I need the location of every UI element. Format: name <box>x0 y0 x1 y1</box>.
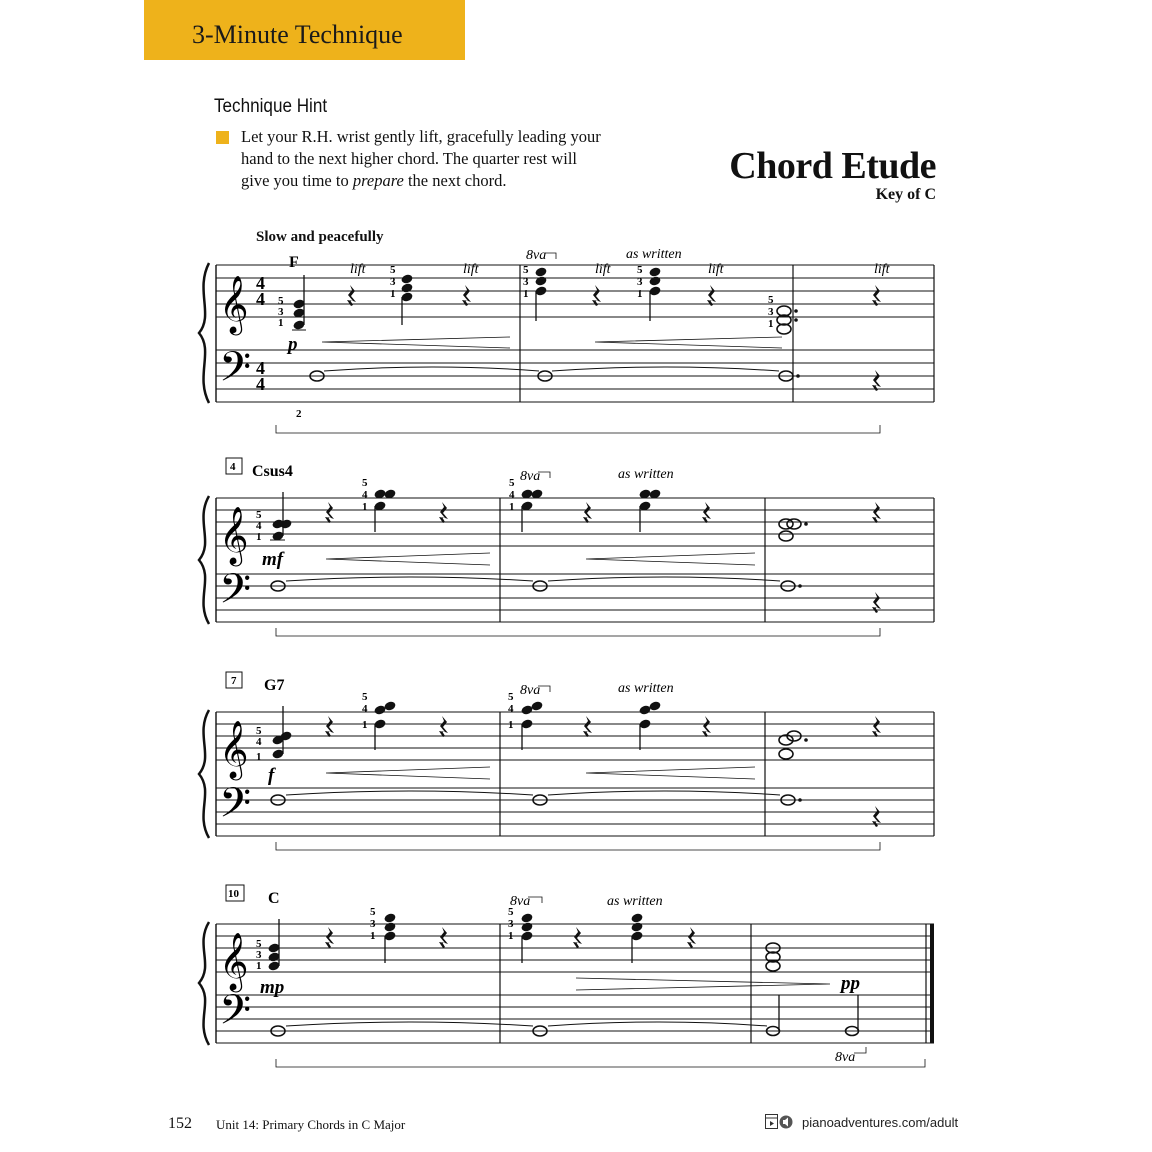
fingering-m2-bottom: 1 <box>370 930 376 942</box>
chord-name: G7 <box>264 677 285 694</box>
lift-label: lift <box>708 262 724 277</box>
fingering-top: 5 <box>256 509 262 521</box>
brace <box>199 496 209 624</box>
bass-clef-icon: 𝄢 <box>219 780 252 836</box>
fingering-m6-bottom: 1 <box>768 318 774 330</box>
fingering-m2-bottom: 1 <box>390 288 396 300</box>
fingering-bottom: 1 <box>256 531 262 543</box>
brace <box>199 710 209 838</box>
brace <box>199 263 209 403</box>
lift-label: lift <box>350 262 366 277</box>
fingering-top: 5 <box>256 725 262 737</box>
fingering-m4-mid: 4 <box>508 703 514 715</box>
time-sig-bottom-bass: 4 <box>256 374 265 394</box>
quarter-rests <box>347 285 881 391</box>
video-icon <box>766 1115 778 1129</box>
pedal-bracket <box>276 628 880 636</box>
fingering-m4-mid: 4 <box>509 489 515 501</box>
audio-icon <box>780 1116 793 1129</box>
fingering-m4-mid: 3 <box>523 276 529 288</box>
lift-label: lift <box>463 262 479 277</box>
treble-clef-icon: 𝄞 <box>219 933 249 989</box>
half-note-stems <box>779 995 858 1031</box>
octave-marking: 8va <box>526 248 547 263</box>
chord-notes <box>267 912 644 972</box>
ending-dynamic: pp <box>841 973 860 994</box>
fingering-m6-top: 5 <box>768 294 774 306</box>
chord-notes <box>270 700 662 760</box>
fingering-top: 5 <box>256 938 262 950</box>
hint-line-3-start: give you time to <box>241 171 349 190</box>
fingering-m4-top: 5 <box>509 477 515 489</box>
fingering-m5-mid: 3 <box>637 276 643 288</box>
bass-clef-icon: 𝄢 <box>219 566 252 622</box>
hint-line-2: hand to the next higher chord. The quarter rest will <box>241 149 578 168</box>
fingering-m2-top: 5 <box>390 264 396 276</box>
treble-clef-icon: 𝄞 <box>219 721 249 777</box>
piece-key: Key of C <box>875 186 936 203</box>
brace <box>199 922 209 1045</box>
chord-name: Csus4 <box>252 463 293 480</box>
bass-clef-icon: 𝄢 <box>219 987 252 1043</box>
pedal-bracket <box>276 842 880 850</box>
octave-marking-bass: 8va <box>835 1050 856 1065</box>
music-system-1 <box>190 245 950 445</box>
technique-hint-heading: Technique Hint <box>214 96 328 117</box>
time-sig-top: 4 <box>256 273 265 293</box>
fingering-m2-mid: 4 <box>362 489 368 501</box>
section-title: 3-Minute Technique <box>192 20 403 49</box>
fingering-m4-bottom: 1 <box>509 501 515 513</box>
chord-name: C <box>268 890 280 907</box>
measure-number: 7 <box>231 675 237 687</box>
as-written-label: as written <box>626 247 682 262</box>
time-sig-top-bass: 4 <box>256 358 265 378</box>
fingering-m4-mid: 3 <box>508 918 514 930</box>
fingering-m6-mid: 3 <box>768 306 774 318</box>
fingering-m4-bottom: 1 <box>508 930 514 942</box>
website-link[interactable]: pianoadventures.com/adult <box>802 1115 959 1130</box>
piece-title: Chord Etude <box>729 145 936 187</box>
fingering-mid: 4 <box>256 736 262 748</box>
measure-number: 4 <box>230 461 236 473</box>
hint-bullet <box>216 131 229 144</box>
fingering-m2-mid: 3 <box>370 918 376 930</box>
whole-notes <box>271 519 801 591</box>
tie <box>286 1022 767 1026</box>
fingering-m2-top: 5 <box>370 906 376 918</box>
fingering-bottom: 1 <box>256 960 262 972</box>
crescendo-hairpin <box>326 553 755 565</box>
time-sig-bottom: 4 <box>256 289 265 309</box>
crescendo-hairpin <box>326 767 755 779</box>
decrescendo-hairpin <box>576 978 830 990</box>
fingering-m5-top: 5 <box>637 264 643 276</box>
as-written-label: as written <box>618 467 674 482</box>
fingering-bottom: 1 <box>278 317 284 329</box>
fingering-m4-top: 5 <box>523 264 529 276</box>
dynamic-marking: p <box>288 334 298 355</box>
hint-tail: the next chord. <box>403 171 507 190</box>
pedal-bracket <box>276 425 880 433</box>
pedal-bracket <box>276 1059 925 1067</box>
page-number: 152 <box>168 1115 192 1132</box>
fingering-m2-mid: 4 <box>362 703 368 715</box>
media-icons <box>765 1112 793 1132</box>
dynamic-marking: f <box>268 765 275 786</box>
hint-line-3 <box>241 170 641 192</box>
dynamic-marking: mf <box>262 549 284 570</box>
fingering-m5-bottom: 1 <box>637 288 643 300</box>
fingering-m2-top: 5 <box>362 691 368 703</box>
music-system-3 <box>190 672 950 862</box>
fingering-m2-mid: 3 <box>390 276 396 288</box>
tie <box>324 367 779 371</box>
octave-marking: 8va <box>520 683 541 698</box>
fingering-m2-bottom: 1 <box>362 719 368 731</box>
fingering-top: 5 <box>278 295 284 307</box>
unit-label: Unit 14: Primary Chords in C Major <box>216 1117 406 1132</box>
octave-marking: 8va <box>510 894 531 909</box>
bass-clef-icon: 𝄢 <box>219 344 252 400</box>
music-system-2 <box>190 458 950 648</box>
fingering-m4-bottom: 1 <box>508 719 514 731</box>
dynamic-marking: mp <box>260 977 285 998</box>
chord-name: F <box>289 254 299 271</box>
octave-marking: 8va <box>520 469 541 484</box>
technique-hint-text <box>241 126 641 192</box>
treble-clef-icon: 𝄞 <box>219 276 249 332</box>
fingering-mid: 4 <box>256 520 262 532</box>
tie <box>286 577 780 581</box>
fingering-m4-bottom: 1 <box>523 288 529 300</box>
quarter-rests <box>325 716 881 827</box>
whole-notes <box>271 943 859 1036</box>
measure-number: 10 <box>228 888 239 900</box>
fingering-bottom: 1 <box>256 751 262 763</box>
fingering-m2-top: 5 <box>362 477 368 489</box>
fingering-m2-bottom: 1 <box>362 501 368 513</box>
hint-emphasis: prepare <box>352 171 404 190</box>
tempo-marking: Slow and peacefully <box>256 229 384 245</box>
fingering-m4-top: 5 <box>508 691 514 703</box>
fingering-mid: 3 <box>278 306 284 318</box>
lift-label: lift <box>874 262 890 277</box>
as-written-label: as written <box>618 681 674 696</box>
tie <box>286 791 780 795</box>
fingering-m4-top: 5 <box>508 906 514 918</box>
lh-fingering: 2 <box>296 408 302 420</box>
lift-label: lift <box>595 262 611 277</box>
hint-line-1: Let your R.H. wrist gently lift, gracefully leading your <box>241 127 601 146</box>
quarter-rests <box>325 502 881 613</box>
fingering-mid: 3 <box>256 949 262 961</box>
music-system-4 <box>190 885 950 1080</box>
treble-clef-icon: 𝄞 <box>219 507 249 563</box>
as-written-label: as written <box>607 894 663 909</box>
crescendo-hairpin <box>322 337 782 348</box>
